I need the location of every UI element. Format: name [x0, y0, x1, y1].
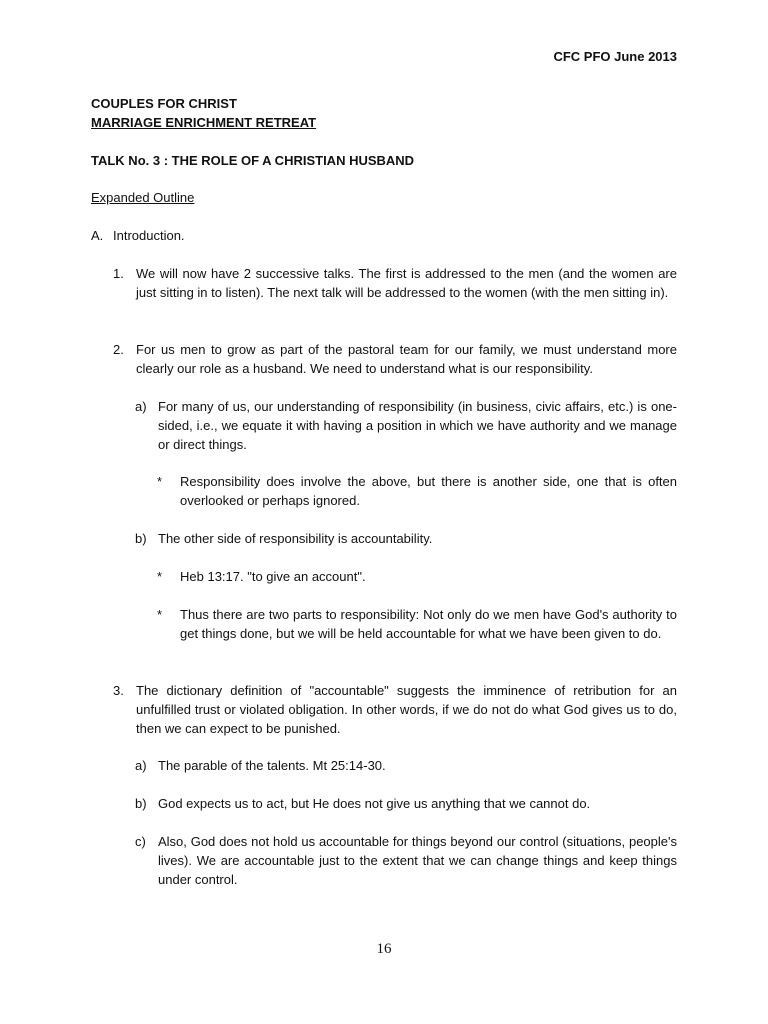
talk-title: TALK No. 3 : THE ROLE OF A CHRISTIAN HUSBAND — [91, 153, 415, 168]
bullet-star: * — [157, 474, 163, 489]
item-text: Thus there are two parts to responsibility: Not only do we men have God's authority to get things done, but we will be held accountable for what we have been given to do. — [180, 607, 677, 641]
item-text: God expects us to act, but He does not give us anything that we cannot do. — [158, 796, 591, 811]
item-number: 1. — [113, 266, 124, 281]
item-text: The dictionary definition of "accountable" suggests the imminence of retribution for an unfulfilled trust or violated obligation. In other words, if we do not do what God gives us to do, then we can expect to be punished. — [136, 683, 677, 736]
item-text: Responsibility does involve the above, but there is another side, one that is often overlooked or perhaps ignored. — [180, 474, 677, 508]
header-date: CFC PFO June 2013 — [553, 49, 677, 64]
document-page — [91, 0, 677, 1024]
item-text: For us men to grow as part of the pastoral team for our family, we must understand more clearly our role as a husband. We need to understand what is our responsibility. — [136, 342, 677, 376]
item-text: The parable of the talents. Mt 25:14-30. — [158, 758, 386, 773]
item-letter: c) — [135, 834, 146, 849]
outline-label: Expanded Outline — [91, 190, 195, 205]
item-letter: b) — [135, 531, 147, 546]
bullet-star: * — [157, 569, 163, 584]
item-number: 3. — [113, 683, 124, 698]
item-text: The other side of responsibility is accountability. — [158, 531, 433, 546]
section-a-title: Introduction. — [113, 228, 185, 243]
item-text: Also, God does not hold us accountable for things beyond our control (situations, people's lives). We are accountable just to the extent that we can change things and keep things under control. — [158, 834, 677, 887]
org-title: COUPLES FOR CHRIST — [91, 96, 237, 111]
item-number: 2. — [113, 342, 124, 357]
item-letter: a) — [135, 758, 147, 773]
bullet-star: * — [157, 607, 163, 622]
item-text: Heb 13:17. "to give an account". — [180, 569, 366, 584]
item-text: We will now have 2 successive talks. The first is addressed to the men (and the women are just sitting in to listen). The next talk will be addressed to the women (with the men sitting in). — [136, 266, 677, 300]
page-number: 16 — [376, 941, 392, 957]
item-letter: b) — [135, 796, 147, 811]
item-letter: a) — [135, 399, 147, 414]
item-text: For many of us, our understanding of responsibility (in business, civic affairs, etc.) is one-sided, i.e., we equate it with having a position in which we have authority and we manage or direct things. — [158, 399, 677, 452]
retreat-title: MARRIAGE ENRICHMENT RETREAT — [91, 115, 317, 130]
section-a-letter: A. — [91, 228, 104, 243]
